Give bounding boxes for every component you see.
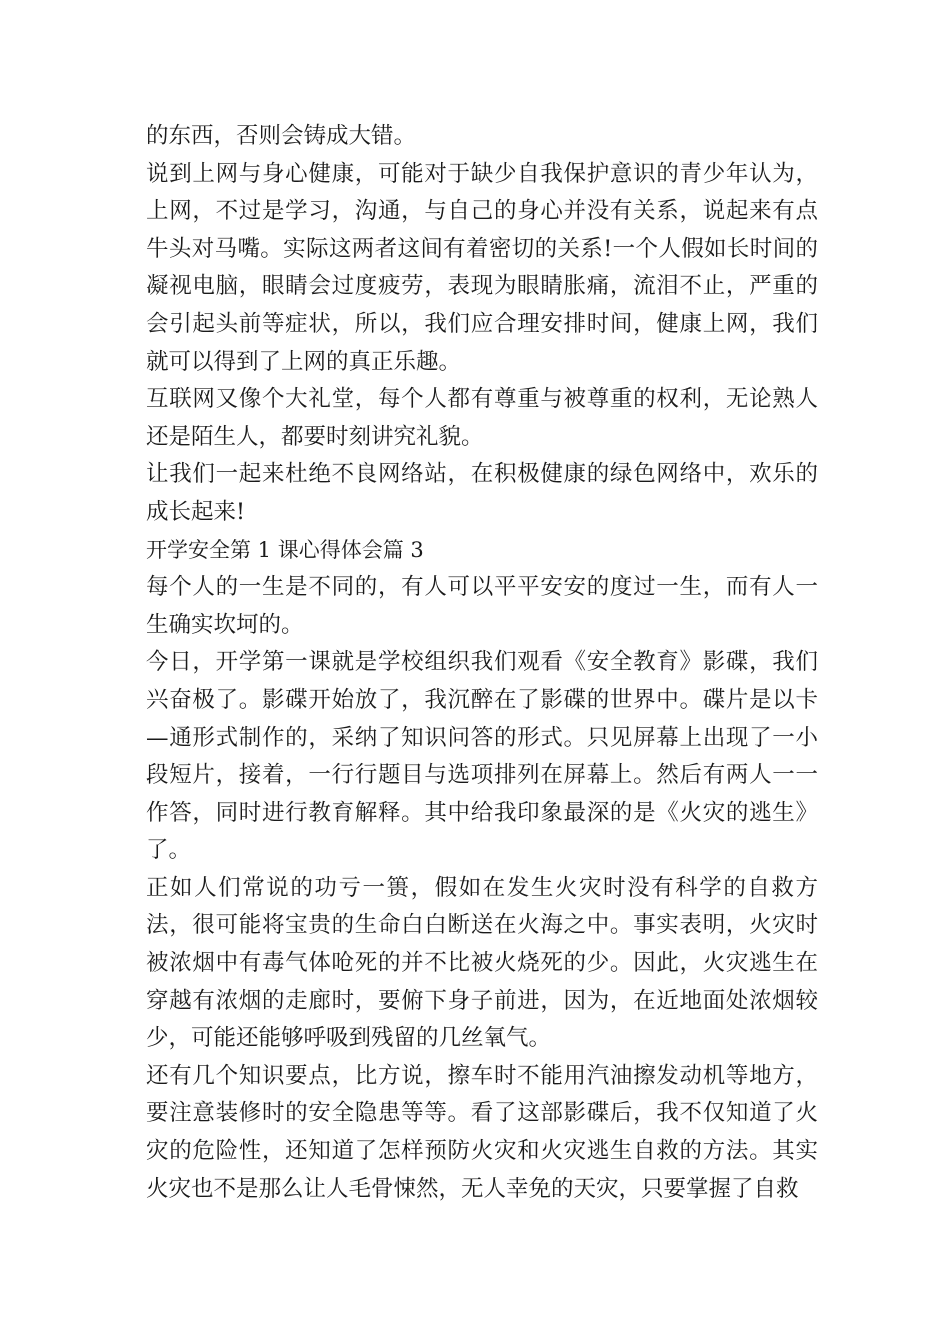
paragraph: 说到上网与身心健康，可能对于缺少自我保护意识的青少年认为，上网，不过是学习，沟通，与自己的身心并没有关系，说起来有点牛头对马嘴。实际这两者这间有着密切的关系!一个人假如长时间的凝视电脑，眼睛会过度疲劳，表现为眼睛胀痛，流泪不止，严重的会引起头前等症状，所以，我们应合理安排时间，健康上网，我们就可以得到了上网的真正乐趣。 <box>146 160 818 375</box>
section-heading: 开学安全第 1 课心得体会篇 3 <box>146 537 424 562</box>
paragraph: 还有几个知识要点，比方说，擦车时不能用汽油擦发动机等地方，要注意装修时的安全隐患等等。看了这部影碟后，我不仅知道了火灾的危险性，还知道了怎样预防火灾和火灾逃生自救的方法。其实火灾也不是那么让人毛骨悚然，无人幸免的天灾，只要掌握了自救 <box>146 1062 818 1202</box>
paragraph: 互联网又像个大礼堂，每个人都有尊重与被尊重的权利，无论熟人还是陌生人，都要时刻讲究礼貌。 <box>146 386 818 450</box>
document-body <box>146 118 818 1208</box>
paragraph: 让我们一起来杜绝不良网络站，在积极健康的绿色网络中，欢乐的成长起来! <box>146 461 818 525</box>
paragraph: 正如人们常说的功亏一篑，假如在发生火灾时没有科学的自救方法，很可能将宝贵的生命白白断送在火海之中。事实表明，火灾时被浓烟中有毒气体呛死的并不比被火烧死的少。因此，火灾逃生在穿越有浓烟的走廊时，要俯下身子前进，因为，在近地面处浓烟较少，可能还能够呼吸到残留的几丝氧气。 <box>146 874 818 1052</box>
paragraph: 每个人的一生是不同的，有人可以平平安安的度过一生，而有人一生确实坎坷的。 <box>146 574 818 638</box>
paragraph: 今日，开学第一课就是学校组织我们观看《安全教育》影碟，我们兴奋极了。影碟开始放了，我沉醉在了影碟的世界中。碟片是以卡—通形式制作的，采纳了知识问答的形式。只见屏幕上出现了一小段短片，接着，一行行题目与选项排列在屏幕上。然后有两人一一作答，同时进行教育解释。其中给我印象最深的是《火灾的逃生》了。 <box>146 649 818 864</box>
paragraph: 的东西，否则会铸成大错。 <box>146 123 417 149</box>
